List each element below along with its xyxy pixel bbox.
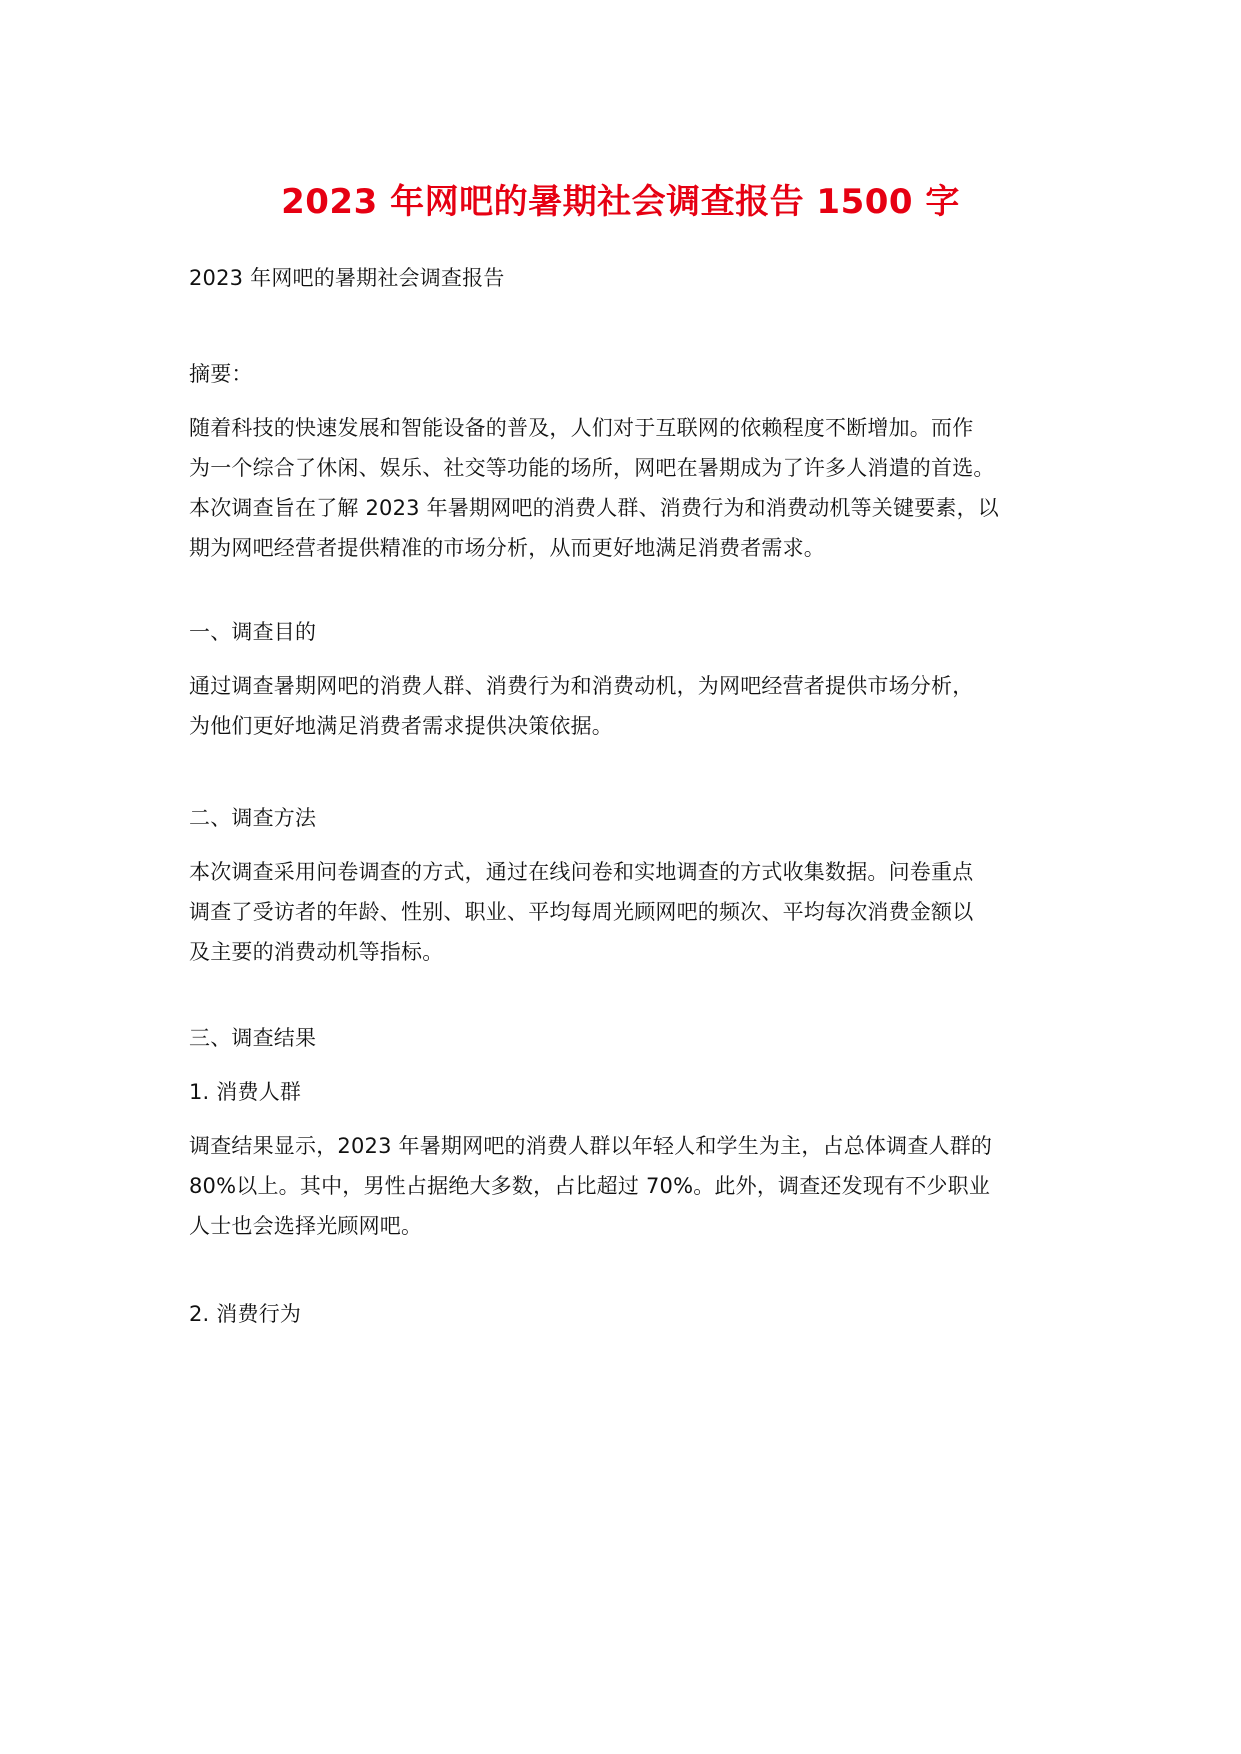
section1-heading: 一、调查目的 xyxy=(189,620,317,644)
abstract-line-1: 随着科技的快速发展和智能设备的普及，人们对于互联网的依赖程度不断增加。而作 xyxy=(189,416,974,440)
sub1-heading: 1. 消费人群 xyxy=(189,1080,302,1104)
document-title: 2023 年网吧的暑期社会调查报告 1500 字 xyxy=(281,182,960,222)
abstract-heading: 摘要： xyxy=(189,362,253,386)
section1-heading-block xyxy=(189,612,1069,652)
abstract-line-2: 为一个综合了休闲、娱乐、社交等功能的场所，网吧在暑期成为了许多人消遣的首选。 xyxy=(189,456,995,480)
sub1-heading-block xyxy=(189,1072,1069,1112)
section2-heading-block xyxy=(189,798,1069,838)
sub2-heading: 2. 消费行为 xyxy=(189,1302,302,1326)
section2-line-3: 及主要的消费动机等指标。 xyxy=(189,940,444,964)
abstract-line-3: 本次调查旨在了解 2023 年暑期网吧的消费人群、消费行为和消费动机等关键要素，以 xyxy=(189,496,999,520)
sub1-line-1: 调查结果显示，2023 年暑期网吧的消费人群以年轻人和学生为主，占总体调查人群的 xyxy=(189,1134,993,1158)
sub1-paragraph xyxy=(189,1126,1069,1246)
section3-heading: 三、调查结果 xyxy=(189,1026,317,1050)
abstract-heading-block xyxy=(189,354,1069,394)
sub1-line-2: 80%以上。其中，男性占据绝大多数，占比超过 70%。此外，调查还发现有不少职业 xyxy=(189,1174,991,1198)
sub2-heading-block xyxy=(189,1294,1069,1334)
section1-line-2: 为他们更好地满足消费者需求提供决策依据。 xyxy=(189,714,613,738)
section2-heading: 二、调查方法 xyxy=(189,806,317,830)
section3-heading-block xyxy=(189,1018,1069,1058)
section2-line-1: 本次调查采用问卷调查的方式，通过在线问卷和实地调查的方式收集数据。问卷重点 xyxy=(189,860,974,884)
section1-line-1: 通过调查暑期网吧的消费人群、消费行为和消费动机，为网吧经营者提供市场分析， xyxy=(189,674,974,698)
abstract-line-4: 期为网吧经营者提供精准的市场分析，从而更好地满足消费者需求。 xyxy=(189,536,825,560)
subtitle-text: 2023 年网吧的暑期社会调查报告 xyxy=(189,266,505,290)
subtitle xyxy=(189,258,1069,298)
abstract-paragraph xyxy=(189,408,1069,568)
sub1-line-3: 人士也会选择光顾网吧。 xyxy=(189,1214,423,1238)
section2-paragraph xyxy=(189,852,1069,972)
section2-line-2: 调查了受访者的年龄、性别、职业、平均每周光顾网吧的频次、平均每次消费金额以 xyxy=(189,900,974,924)
section1-paragraph xyxy=(189,666,1069,746)
